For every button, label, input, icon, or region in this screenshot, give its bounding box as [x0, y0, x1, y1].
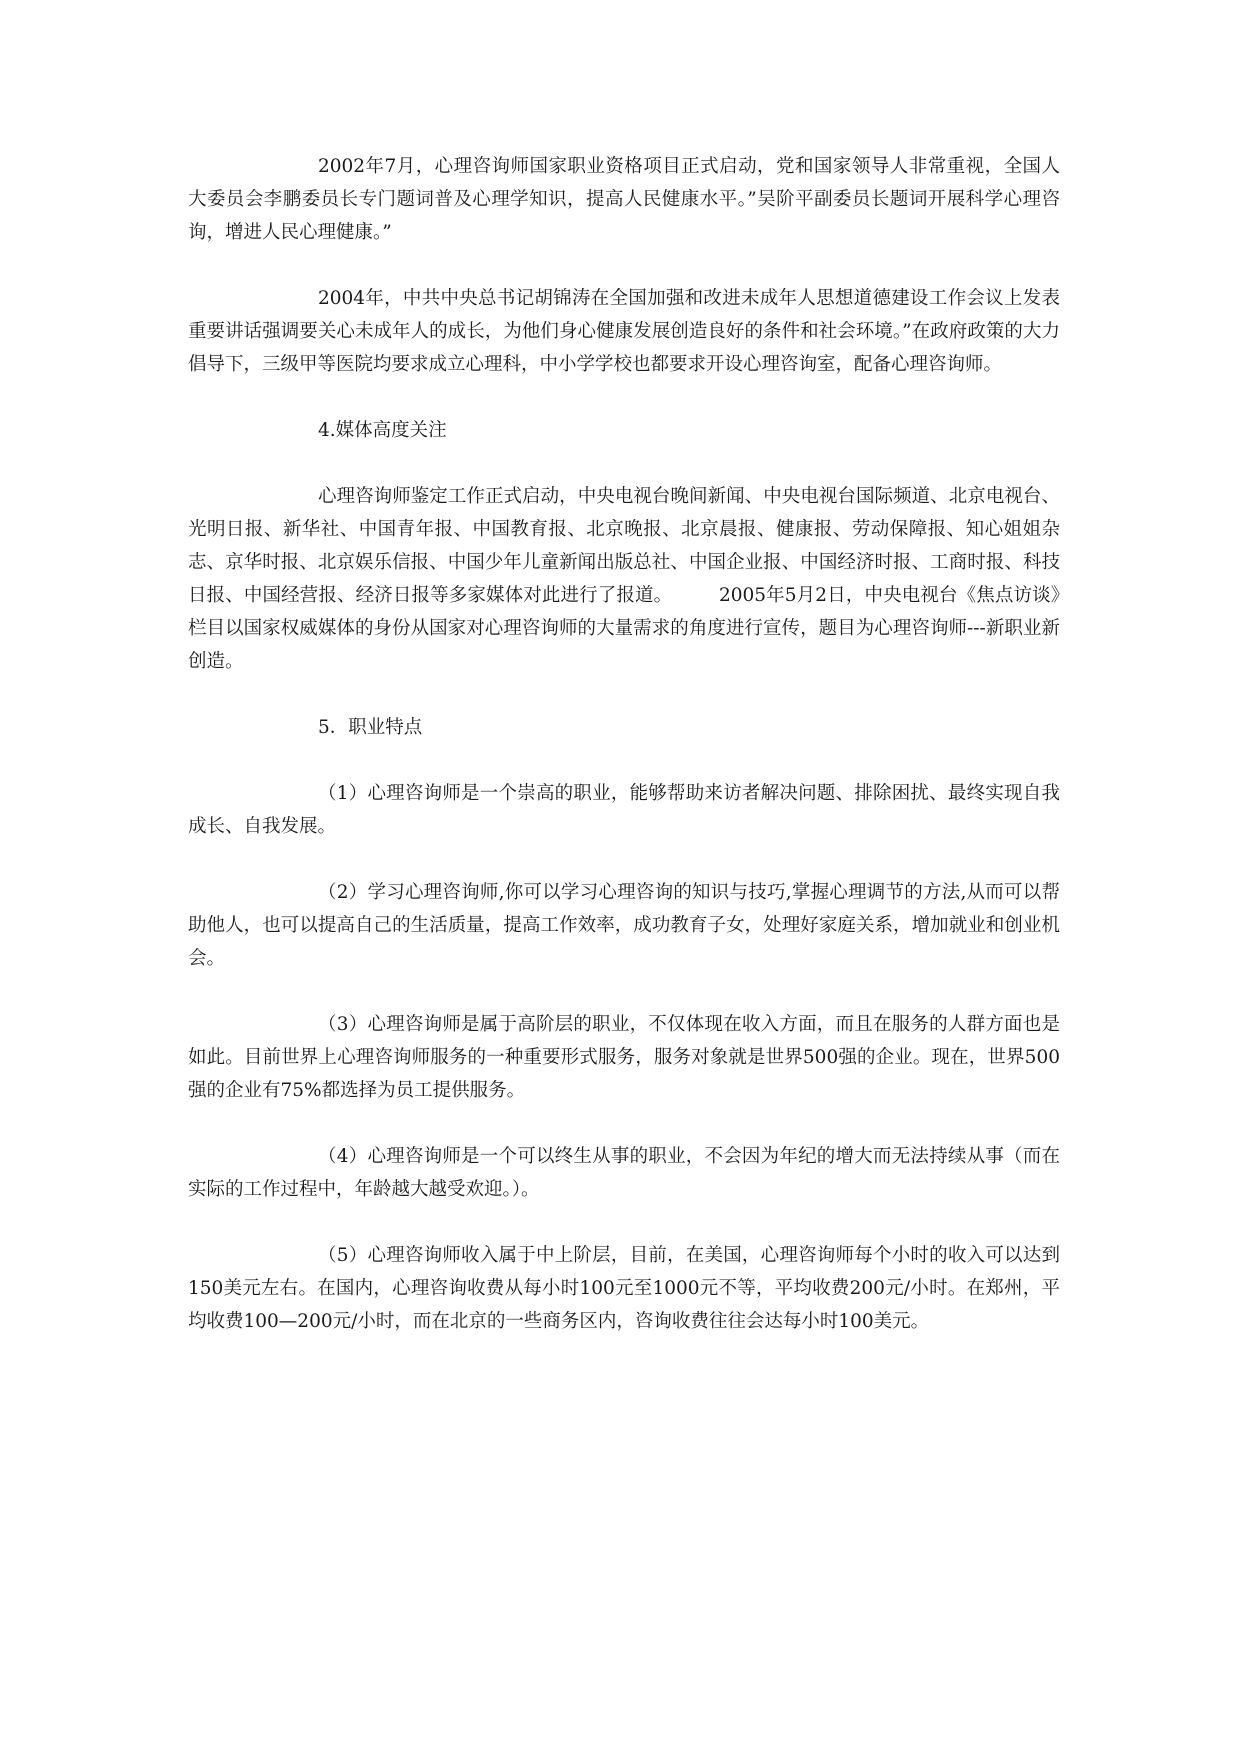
paragraph-point-1: （1）心理咨询师是一个崇高的职业，能够帮助来访者解决问题、排除困扰、最终实现自我成长、自我发展。	[188, 783, 1060, 837]
paragraph-point-4: （4）心理咨询师是一个可以终生从事的职业，不会因为年纪的增大而无法持续从事（而在实际的工作过程中，年龄越大越受欢迎。）。	[188, 1146, 1060, 1200]
paragraph-2004: 2004年，中共中央总书记胡锦涛在全国加强和改进未成年人思想道德建设工作会议上发表重要讲话强调要关心未成年人的成长，为他们身心健康发展创造良好的条件和社会环境。”在政府政策的大力倡导下，三级甲等医院均要求成立心理科，中小学学校也都要求开设心理咨询室，配备心理咨询师。	[188, 288, 1060, 375]
paragraph-point-2: （2）学习心理咨询师,你可以学习心理咨询的知识与技巧,掌握心理调节的方法,从而可以帮助他人，也可以提高自己的生活质量，提高工作效率，成功教育子女，处理好家庭关系，增加就业和创业机会。	[188, 882, 1060, 969]
paragraph-point-3: （3）心理咨询师是属于高阶层的职业，不仅体现在收入方面，而且在服务的人群方面也是如此。目前世界上心理咨询师服务的一种重要形式服务，服务对象就是世界500强的企业。现在，世界500强的企业有75%都选择为员工提供服务。	[188, 1014, 1060, 1101]
document-page	[188, 150, 1060, 1371]
paragraph-media: 心理咨询师鉴定工作正式启动，中央电视台晚间新闻、中央电视台国际频道、北京电视台、光明日报、新华社、中国青年报、中国教育报、北京晚报、北京晨报、健康报、劳动保障报、知心姐姐杂志、京华时报、北京娱乐信报、中国少年儿童新闻出版总社、中国企业报、中国经济时报、工商时报、科技日报、中国经营报、经济日报等多家媒体对此进行了报道。 2005年5月2日，中央电视台《焦点访谈》栏目以国家权威媒体的身份从国家对心理咨询师的大量需求的角度进行宣传，题目为心理咨询师---新职业新创造。	[188, 486, 1060, 672]
paragraph-2002: 2002年7月，心理咨询师国家职业资格项目正式启动，党和国家领导人非常重视，全国人大委员会李鹏委员长专门题词普及心理学知识，提高人民健康水平。”吴阶平副委员长题词开展科学心理咨询，增进人民心理健康。”	[188, 156, 1060, 243]
section-heading-media: 4.媒体高度关注	[318, 420, 447, 441]
paragraph-point-5: （5）心理咨询师收入属于中上阶层，目前，在美国，心理咨询师每个小时的收入可以达到150美元左右。在国内，心理咨询收费从每小时100元至1000元不等，平均收费200元/小时。在郑州，平均收费100—200元/小时，而在北京的一些商务区内，咨询收费往往会达每小时100美元。	[188, 1245, 1060, 1332]
section-heading-career: 5．职业特点	[318, 717, 423, 738]
